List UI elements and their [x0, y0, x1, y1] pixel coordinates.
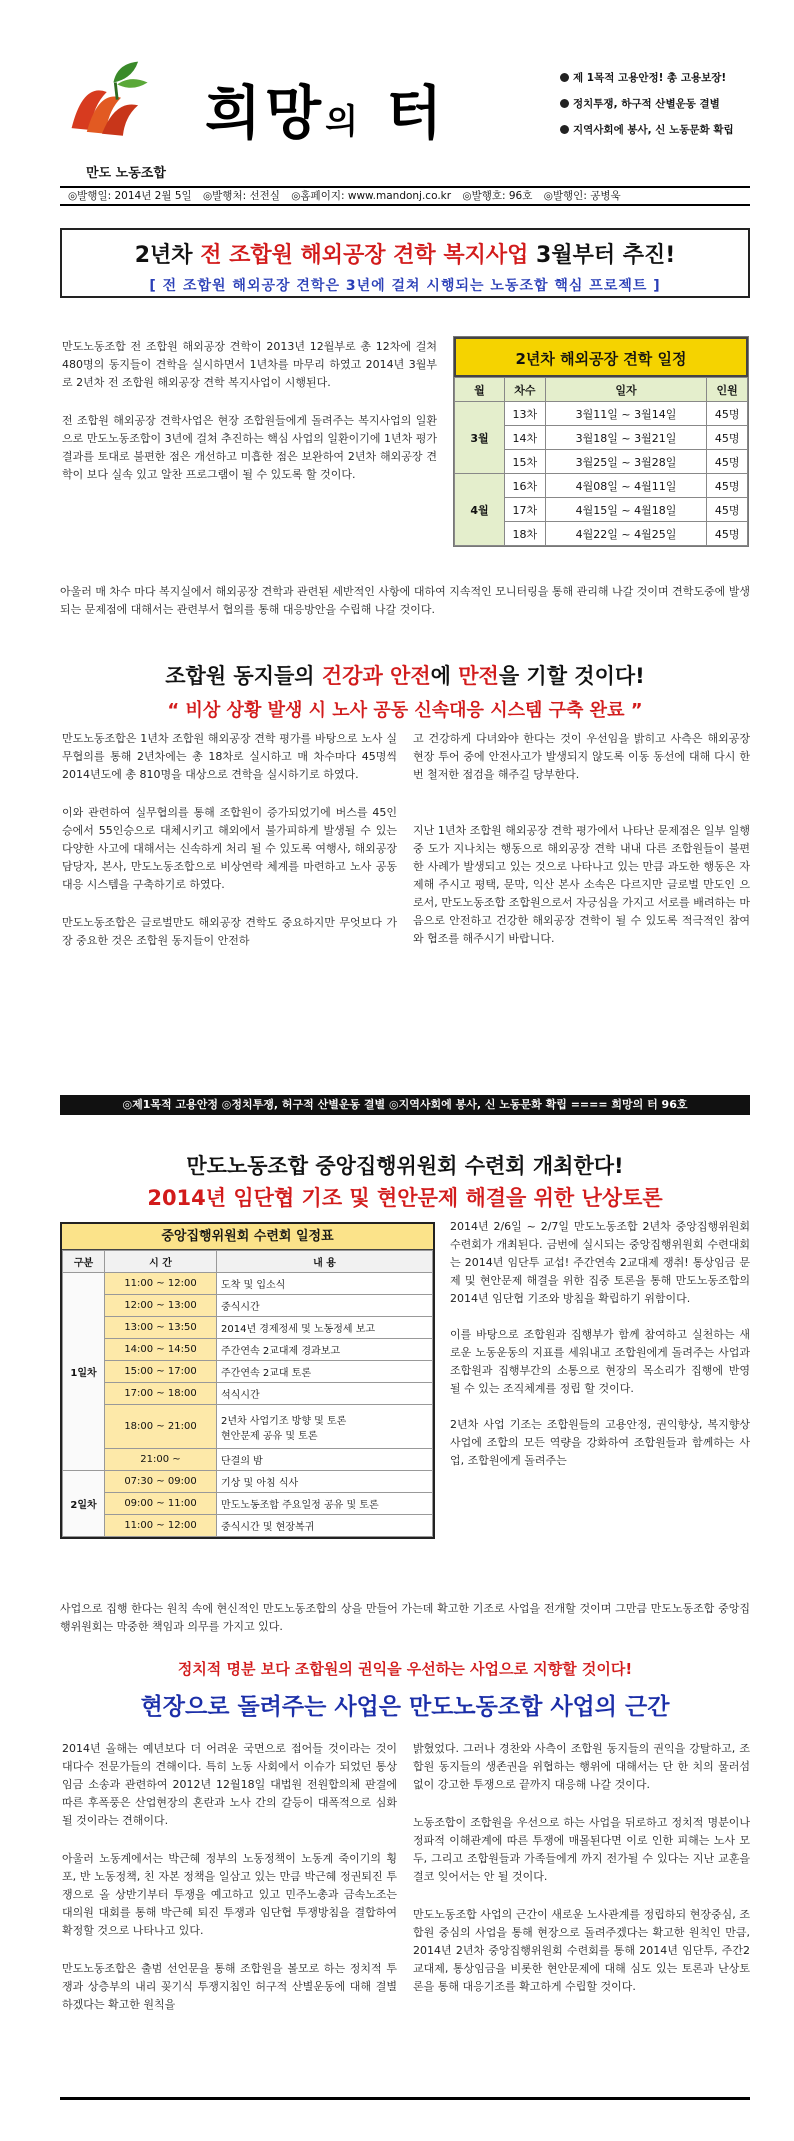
table-row: 17차 4월15일 ~ 4월18일 45명 [455, 498, 748, 522]
newsletter-title [205, 66, 446, 150]
paragraph: 2014년 올해는 예년보다 더 어려운 국면으로 접어들 것이라는 것이 대다수 전문가들의 견해이다. 특히 노동 사회에서 이슈가 되었던 통상임금 소송과 관련하여 2012년 12월18일 대법원 전원합의체 판결에 따른 후폭풍은 산업현장의 혼란과 노사 간의 갈등이 대폭적으로 심화될 것이라는 견해이다. [62, 1742, 397, 1827]
publish-date: ◎발행일: 2014년 2월 5일 [68, 190, 192, 202]
table-row: 14차 3월18일 ~ 3월21일 45명 [455, 426, 748, 450]
paragraph: 아울러 매 차수 마다 복지실에서 해외공장 견학과 관련된 세반적인 사항에 대하여 지속적인 모니터링을 통해 관리해 나갈 것이며 견학도중에 발생 되는 문제점에 대해서는 관련부서 협의를 통해 대응방안을 수립해 나갈 것이다. [60, 585, 750, 616]
article1-headline-box [60, 228, 750, 298]
month-cell: 4월 [455, 474, 505, 546]
article1-closing [60, 583, 750, 619]
day-cell: 1일차 [63, 1273, 105, 1471]
table-row: 15:00 ~ 17:00 주간연속 2교대 토론 [63, 1361, 433, 1383]
article3-subhead: 2014년 임단협 기조 및 현안문제 해결을 위한 난상토론 [147, 1186, 663, 1210]
paragraph: 밝혔었다. 그러나 경찬와 사측이 조합원 동지들의 권익을 강탈하고, 조합원 동지들의 생존권을 위협하는 행위에 대해서는 단 한 치의 물러섬 없이 강고한 투쟁으로 끝까지 대응해 나갈 것이다. [413, 1742, 750, 1791]
article4-column-left [62, 1740, 397, 2014]
article2-column-left [62, 730, 397, 950]
article3-closing [60, 1600, 750, 1636]
day-cell: 2일차 [63, 1471, 105, 1537]
paragraph: 만도노동조합 사업의 근간이 새로운 노사관계를 정립하되 현장중심, 조합원 중심의 사업을 통해 현장으로 돌려주겠다는 확고한 원칙인 만큼, 2014년 2년차 중앙집행위원회 수련회를 통해 2014년 임단투, 주간2교대제, 통상임금을 비롯한 현안문제에 대해 심도 있는 토론과 난상토론을 통해 대응기조를 확고하게 수립할 것이다. [413, 1908, 750, 1993]
table-row: 3월 13차 3월11일 ~ 3월14일 45명 [455, 402, 748, 426]
table-row: 09:00 ~ 11:00 만도노동조합 주요일정 공유 및 토론 [63, 1493, 433, 1515]
paragraph: 2년차 사업 기조는 조합원들의 고용안정, 권익향상, 복지향상 사업에 조합의 모든 역량을 강화하여 조합원들과 함께하는 사업, 조합원에게 돌려주는 [450, 1418, 750, 1467]
schedule-table [62, 1250, 433, 1537]
paragraph: 이를 바탕으로 조합원과 집행부가 함께 참여하고 실천하는 새로운 노동운동의 지표를 세워내고 조합원에게 돌려주는 사업과 조합원과 집행부간의 소통으로 현장의 목소리가 집행에 반영 될 수 있는 조직체계를 정립 할 것이다. [450, 1328, 750, 1395]
retreat-schedule [60, 1222, 435, 1539]
paragraph: 아울러 노동계에서는 박근혜 정부의 노동정책이 노동계 죽이기의 횡포, 반 노동정책, 친 자본 정책을 일삼고 있는 만큼 박근혜 정권퇴진 투쟁으로 올 상반기부터 투쟁을 예고하고 있고 민주노총과 금속노조는 대의원 대회를 통해 박근혜 퇴진 투쟁과 임단협 투쟁방침을 결합하여 확정할 것으로 나타나고 있다. [62, 1852, 397, 1937]
article4-subhead: 정치적 명분 보다 조합원의 권익을 우선하는 사업으로 지향할 것이다! [177, 1660, 633, 1678]
paragraph: 만도노동조합은 출범 선언문을 통해 조합원을 볼모로 하는 정치적 투쟁과 상층부의 내리 꽂기식 투쟁지침인 허구적 산별운동에 대해 결별하겠다는 확고한 원칙을 [62, 1962, 397, 2011]
overseas-tour-schedule [453, 336, 749, 547]
article2-column-right [413, 730, 750, 948]
bottom-rule [60, 2097, 750, 2100]
col-header: 월 [455, 378, 505, 402]
col-header: 인원 [707, 378, 748, 402]
month-cell: 3월 [455, 402, 505, 474]
col-header: 시 간 [105, 1251, 217, 1273]
col-header: 구분 [63, 1251, 105, 1273]
article2-subhead: “ 비상 상황 발생 시 노사 공동 신속대응 시스템 구축 완료 ” [167, 700, 643, 721]
paragraph: 만도노동조합은 1년차 조합원 해외공장 견학 평가를 바탕으로 노사 실무협의를 통해 2년차에는 총 18차로 실시하고 매 차수마다 45명씩 2014년도에 총 810명을 대상으로 견학을 실시하기로 하였다. [62, 732, 397, 781]
title-part-1: 희망 [205, 79, 326, 147]
paragraph: 전 조합원 해외공장 견학사업은 현장 조합원들에게 돌려주는 복지사업의 일환으로 만도노동조합이 3년에 걸쳐 추진하는 핵심 사업의 일환이기에 1년차 평가 결과를 토대로 불편한 점은 개선하고 미흡한 점은 보완하여 2년차 해외공장 견학이 보다 실속 있고 알찬 프로그램이 될 수 있도록 할 것이다. [62, 414, 437, 481]
paragraph: 이와 관련하여 실무협의를 통해 조합원이 증가되었기에 버스를 45인승에서 55인승으로 대체시키고 해외에서 불가피하게 발생될 수 있는 다양한 사고에 대해서는 신속하게 처리 될 수 있도록 여행사, 해외공장 담당자, 본사, 만도노동조합으로 비상연락 체계를 마련하고 노사 공동 대응 시스템을 구축하기로 하였다. [62, 806, 397, 891]
article1-headline: 2년차 전 조합원 해외공장 견학 복지사업 3월부터 추진! [134, 243, 676, 268]
homepage-link[interactable]: ◎홈페이지: www.mandonj.co.kr [291, 190, 452, 202]
issue-number: ◎발행호: 96호 [462, 190, 533, 202]
paragraph: 만도노동조합은 글로벌만도 해외공장 견학도 중요하지만 무엇보다 가장 중요한 것은 조합원 동지들이 안전하 [62, 916, 397, 947]
col-header: 일자 [545, 378, 707, 402]
article1-subhead: [ 전 조합원 해외공장 견학은 3년에 걸쳐 시행되는 노동조합 핵심 프로젝트 ] [149, 278, 661, 294]
col-header: 차수 [505, 378, 546, 402]
slogan-item: 지역사회에 봉사, 신 노동문화 확립 [560, 122, 760, 137]
table-row: 11:00 ~ 12:00 중식시간 및 현장복귀 [63, 1515, 433, 1537]
article2-headline: 조합원 동지들의 건강과 안전에 만전을 기할 것이다! [165, 664, 645, 688]
schedule-table [454, 377, 748, 546]
table-row: 15차 3월25일 ~ 3월28일 45명 [455, 450, 748, 474]
table-row: 17:00 ~ 18:00 석식시간 [63, 1383, 433, 1405]
paragraph: 지난 1년차 조합원 해외공장 견학 평가에서 나타난 문제점은 일부 일행 중 도가 지나치는 행동으로 해외공장 견학 내내 다른 조합원들이 불편한 사례가 발생되고 있는 것으로 나타나고 있는 만큼 과도한 행동은 자제해 주시고 평택, 문막, 익산 본사 소속은 다르지만 글로벌 만도인 으로서, 만도노동조합 조합원으로서 자긍심을 가지고 서로를 배려하는 마음으로 안전하고 건강한 해외공장 견학이 될 수 있도록 적극적인 참여와 협조를 해주시기 바랍니다. [413, 824, 750, 945]
table-row: 14:00 ~ 14:50 주간연속 2교대제 경과보고 [63, 1339, 433, 1361]
paragraph: 노동조합이 조합원을 우선으로 하는 사업을 뒤로하고 정치적 명분이나 정파적 이해관계에 따른 투쟁에 매몰된다면 이로 인한 피해는 노사 모두, 그리고 조합원들과 가족들에게 까지 전가될 수 있다는 지난 교훈을 결코 잊어서는 안 될 것이다. [413, 1816, 750, 1883]
slogan-item: 제 1목적 고용안정! 총 고용보장! [560, 70, 760, 85]
table-row: 2일차 07:30 ~ 09:00 기상 및 아침 식사 [63, 1471, 433, 1493]
union-logo-icon [64, 54, 159, 149]
slogan-item: 정치투쟁, 하구적 산별운동 결별 [560, 96, 760, 111]
table-row: 12:00 ~ 13:00 중식시간 [63, 1295, 433, 1317]
paragraph: 사업으로 집행 한다는 원칙 속에 현신적인 만도노동조합의 상을 만들어 가는데 확고한 기조로 사업을 전개할 것이며 그만큼 만도노동조합 중앙집행위원회는 막중한 책임과 의무를 가지고 있다. [60, 1602, 750, 1633]
table-row: 21:00 ~ 단결의 밤 [63, 1449, 433, 1471]
slogan-divider-bar: ◎제1목적 고용안정 ◎정치투쟁, 허구적 산별운동 결별 ◎지역사회에 봉사, 신 노동문화 확립 ==== 희망의 터 96호 [60, 1095, 750, 1115]
publication-info-bar [60, 186, 750, 206]
bullet-icon [560, 99, 569, 108]
table-row: 4월 16차 4월08일 ~ 4월11일 45명 [455, 474, 748, 498]
schedule-caption: 2년차 해외공장 견학 일정 [454, 337, 748, 377]
paragraph: 2014년 2/6일 ~ 2/7일 만도노동조합 2년차 중앙집행위원회 수련회가 개최된다. 금번에 실시되는 중앙집행위원회 수련대회는 2014년 임단투 교섭! 주간연속 2교대제 쟁취! 통상임금 문제 및 현안문제 해결을 위한 집중 토론을 통해 만도노동조합의 2014년 임단협 기조와 방침을 확립하기 위함이다. [450, 1220, 750, 1305]
union-name: 만도 노동조합 [86, 166, 166, 181]
article4-column-right [413, 1740, 750, 1996]
publisher-dept: ◎발행처: 선전실 [203, 190, 280, 202]
table-row: 13:00 ~ 13:50 2014년 경제정세 및 노동정세 보고 [63, 1317, 433, 1339]
article1-column-left [62, 338, 437, 484]
table-row: 18차 4월22일 ~ 4월25일 45명 [455, 522, 748, 546]
title-part-3: 터 [386, 79, 447, 147]
slogan-list [560, 70, 760, 148]
schedule-caption: 중앙집행위원회 수련회 일정표 [62, 1224, 433, 1250]
paragraph: 고 건강하게 다녀와야 한다는 것이 우선임을 밝히고 사측은 해외공장 현장 투어 중에 안전사고가 발생되지 않도록 이동 동선에 대해 다시 한 번 철저한 점검을 해주길 당부한다. [413, 732, 750, 781]
table-row: 18:00 ~ 21:00 2년차 사업기조 방향 및 토론 현안문제 공유 및 토론 [63, 1405, 433, 1449]
paragraph: 만도노동조합 전 조합원 해외공장 견학이 2013년 12월부로 총 12차에 걸쳐 480명의 동지들이 견학을 실시하면서 1년차를 마무리 하였고 2014년 3월부로 2년차 전 조합원 해외공장 견학 복지사업이 시행된다. [62, 340, 437, 389]
masthead [60, 48, 750, 183]
article4-headline: 현장으로 돌려주는 사업은 만도노동조합 사업의 근간 [140, 1694, 670, 1720]
article3-column-right [450, 1218, 750, 1470]
title-part-2: 의 [325, 102, 362, 142]
publisher-name: ◎발행인: 공병욱 [543, 190, 621, 202]
bullet-icon [560, 125, 569, 134]
article3-headline: 만도노동조합 중앙집행위원회 수련회 개최한다! [186, 1154, 624, 1178]
table-row: 1일차 11:00 ~ 12:00 도착 및 입소식 [63, 1273, 433, 1295]
col-header: 내 용 [217, 1251, 433, 1273]
bullet-icon [560, 73, 569, 82]
